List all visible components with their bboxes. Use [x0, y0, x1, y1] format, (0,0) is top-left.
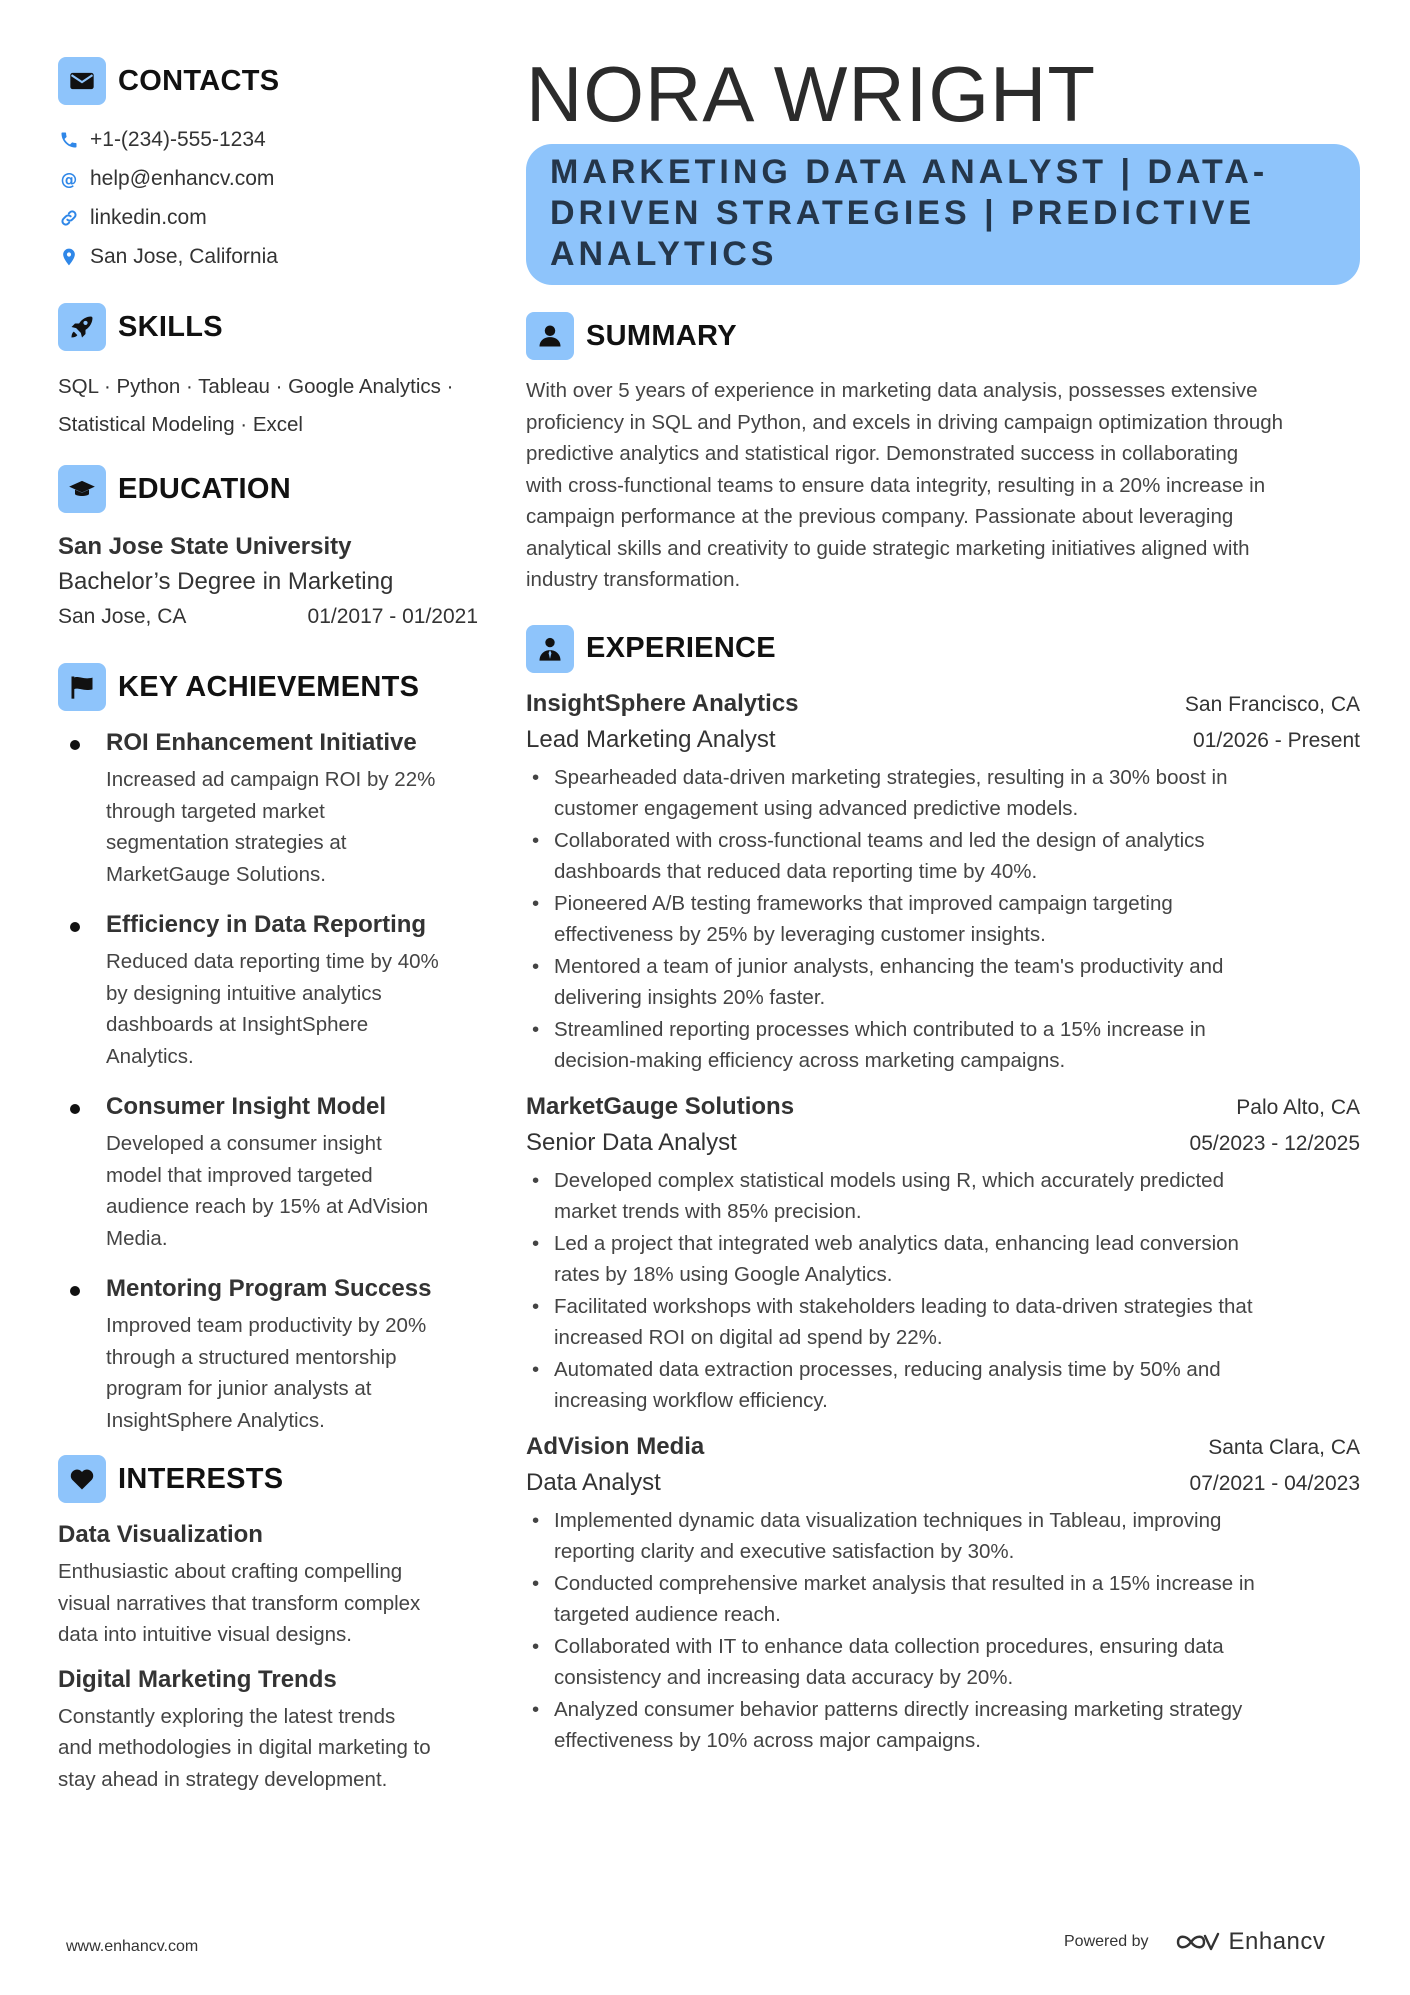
- achievement-desc-line: Reduced data reporting time by 40%: [106, 950, 439, 973]
- contacts-header: [58, 56, 478, 106]
- interest-desc-line: Enthusiastic about crafting compelling: [58, 1560, 403, 1583]
- interest-item: [58, 1663, 478, 1796]
- job-role-row: [526, 1125, 1360, 1161]
- achievement-desc-line: by designing intuitive analytics: [106, 981, 382, 1005]
- job-bullet: [526, 951, 1360, 1014]
- interests-header: [58, 1454, 478, 1504]
- job-dates: 05/2023 - 12/2025: [1189, 1131, 1360, 1155]
- job-bullet: [526, 1631, 1360, 1694]
- headline-line: MARKETING DATA ANALYST | DATA-: [550, 153, 1269, 191]
- interest-item: [58, 1518, 478, 1651]
- job-location: Santa Clara, CA: [1208, 1435, 1360, 1459]
- achievement-desc-line: Analytics.: [106, 1044, 194, 1068]
- phone-icon: [58, 129, 80, 151]
- bullet-line: • Automated data extraction processes, reducing analysis time by 50% and: [554, 1357, 1221, 1381]
- contacts-title: CONTACTS: [118, 64, 280, 97]
- job-bullets: [526, 762, 1360, 1077]
- achievement-desc: [106, 764, 478, 890]
- bullet-line: market trends with 85% precision.: [554, 1200, 862, 1223]
- contact-location: [58, 237, 478, 276]
- interest-desc-line: data into intuitive visual designs.: [58, 1623, 353, 1646]
- interest-title: Digital Marketing Trends: [58, 1665, 337, 1693]
- enhancv-logo-icon: [1175, 1930, 1221, 1954]
- bullet-line: • Led a project that integrated web analytics data, enhancing lead conversion: [554, 1231, 1239, 1255]
- job-role: Lead Marketing Analyst: [526, 725, 776, 753]
- education-entry: [58, 530, 478, 634]
- achievement-desc-line: Improved team productivity by 20%: [106, 1314, 427, 1337]
- bullet-line: rates by 18% using Google Analytics.: [554, 1263, 893, 1286]
- achievements-title: KEY ACHIEVEMENTS: [118, 670, 420, 703]
- summary-line: analytical skills and creativity to guide strategic marketing initiatives aligned with: [526, 536, 1250, 560]
- education-dates: 01/2017 - 01/2021: [307, 605, 478, 628]
- flag-icon: [58, 663, 106, 711]
- summary-line: proficiency in SQL and Python, and excels in driving campaign optimization through: [526, 410, 1284, 434]
- education-title: EDUCATION: [118, 472, 291, 505]
- interest-desc: [58, 1556, 478, 1651]
- right-column: [526, 52, 1360, 1757]
- job-entry: [526, 1429, 1360, 1757]
- summary-line: With over 5 years of experience in marketing data analysis, possesses extensive: [526, 379, 1258, 402]
- footer-website-link[interactable]: www.enhancv.com: [66, 1938, 199, 1955]
- achievement-desc-line: InsightSphere Analytics.: [106, 1408, 325, 1432]
- briefcase-user-icon: [526, 625, 574, 673]
- skills-line-2: Statistical Modeling · Excel: [58, 413, 303, 436]
- bullet-line: • Facilitated workshops with stakeholders leading to data-driven strategies that: [554, 1294, 1253, 1318]
- interest-desc: [58, 1701, 478, 1796]
- education-degree: Bachelor’s Degree in Marketing: [58, 568, 394, 595]
- bullet-line: reporting clarity and executive satisfaction by 30%.: [554, 1540, 1015, 1563]
- rocket-icon: [58, 303, 106, 351]
- job-role: Senior Data Analyst: [526, 1128, 737, 1156]
- bullet-line: • Spearheaded data-driven marketing strategies, resulting in a 30% boost in: [554, 765, 1228, 789]
- job-bullet: [526, 1354, 1360, 1417]
- achievement-desc-line: dashboards at InsightSphere: [106, 1013, 369, 1036]
- job-company-row: [526, 1429, 1360, 1465]
- summary-text: [526, 375, 1360, 596]
- job-company: MarketGauge Solutions: [526, 1092, 795, 1120]
- achievement-item: [58, 1272, 478, 1436]
- achievement-desc-line: segmentation strategies at: [106, 831, 347, 854]
- contact-email-text: help@enhancv.com: [90, 166, 275, 190]
- experience-title: EXPERIENCE: [586, 632, 776, 664]
- achievement-item: [58, 1090, 478, 1254]
- achievement-desc-line: MarketGauge Solutions.: [106, 862, 326, 886]
- brand-name: Enhancv: [1228, 1928, 1326, 1955]
- summary-line: with cross-functional teams to ensure data integrity, resulting in a 20% increase in: [526, 473, 1266, 497]
- achievement-desc: [106, 1128, 478, 1254]
- education-school: San Jose State University: [58, 533, 352, 560]
- bullet-line: decision-making efficiency across marketing campaigns.: [554, 1049, 1066, 1072]
- achievement-desc-line: Increased ad campaign ROI by 22%: [106, 768, 436, 791]
- bullet-line: • Collaborated with IT to enhance data collection procedures, ensuring data: [554, 1634, 1224, 1658]
- interest-desc-line: and methodologies in digital marketing to: [58, 1736, 431, 1759]
- summary-line: predictive analytics and statistical rigor. Demonstrated success in collaborating: [526, 442, 1239, 465]
- headline-line: DRIVEN STRATEGIES | PREDICTIVE: [550, 194, 1256, 232]
- achievement-title: Efficiency in Data Reporting: [106, 911, 427, 938]
- achievement-title: Consumer Insight Model: [106, 1093, 387, 1120]
- achievement-desc-line: model that improved targeted: [106, 1163, 373, 1187]
- job-bullet: [526, 888, 1360, 951]
- achievements-list: [58, 726, 478, 1436]
- bullet-line: increasing workflow efficiency.: [554, 1389, 828, 1412]
- envelope-icon: [58, 57, 106, 105]
- job-bullet: [526, 1228, 1360, 1291]
- education-header: [58, 464, 478, 514]
- bullet-line: increased ROI on digital ad spend by 22%.: [554, 1326, 943, 1349]
- at-icon: [58, 168, 80, 190]
- job-location: Palo Alto, CA: [1236, 1095, 1360, 1119]
- interest-desc-line: Constantly exploring the latest trends: [58, 1704, 396, 1728]
- job-company-row: [526, 1089, 1360, 1125]
- job-location: San Francisco, CA: [1184, 692, 1360, 716]
- bullet-line: targeted audience reach.: [554, 1603, 781, 1626]
- graduation-cap-icon: [58, 465, 106, 513]
- bullet-line: • Mentored a team of junior analysts, enhancing the team's productivity and: [554, 954, 1224, 978]
- interests-list: [58, 1518, 478, 1795]
- bullet-line: customer engagement using advanced predictive models.: [554, 797, 1079, 820]
- job-bullet: [526, 1165, 1360, 1228]
- contact-phone[interactable]: [58, 120, 478, 159]
- achievement-desc-line: program for junior analysts at: [106, 1377, 372, 1400]
- achievement-desc-line: through a structured mentorship: [106, 1345, 397, 1369]
- achievement-desc-line: through targeted market: [106, 799, 325, 823]
- headline-box: [526, 144, 1360, 285]
- job-bullet: [526, 1014, 1360, 1077]
- job-role-row: [526, 722, 1360, 758]
- skills-line-1: SQL · Python · Tableau · Google Analytics ·: [58, 375, 454, 398]
- achievement-desc-line: Developed a consumer insight: [106, 1132, 382, 1155]
- achievement-desc: [106, 946, 478, 1072]
- left-column: [58, 56, 478, 1807]
- achievement-title: Mentoring Program Success: [106, 1275, 432, 1302]
- achievement-desc: [106, 1310, 478, 1436]
- job-entry: [526, 1089, 1360, 1417]
- job-bullet: [526, 762, 1360, 825]
- interest-desc-line: visual narratives that transform complex: [58, 1591, 421, 1615]
- contact-email[interactable]: [58, 159, 478, 198]
- job-bullet: [526, 1505, 1360, 1568]
- bullet-line: • Developed complex statistical models using R, which accurately predicted: [554, 1168, 1224, 1192]
- achievements-header: [58, 662, 478, 712]
- interest-title: Data Visualization: [58, 1521, 263, 1548]
- job-bullets: [526, 1505, 1360, 1757]
- interest-desc-line: stay ahead in strategy development.: [58, 1767, 388, 1791]
- job-bullet: [526, 1694, 1360, 1757]
- bullet-line: • Collaborated with cross-functional teams and led the design of analytics: [554, 828, 1205, 852]
- job-bullet: [526, 825, 1360, 888]
- heart-icon: [58, 1455, 106, 1503]
- bullet-line: • Conducted comprehensive market analysis that resulted in a 15% increase in: [554, 1571, 1255, 1595]
- summary-header: [526, 311, 1360, 361]
- bullet-line: • Implemented dynamic data visualization techniques in Tableau, improving: [554, 1508, 1222, 1532]
- achievement-desc-line: Media.: [106, 1226, 168, 1250]
- job-entry: [526, 686, 1360, 1077]
- bullet-line: • Streamlined reporting processes which contributed to a 15% increase in: [554, 1017, 1206, 1041]
- experience-header: [526, 624, 1360, 674]
- bullet-line: • Pioneered A/B testing frameworks that improved campaign targeting: [554, 891, 1173, 915]
- job-company-row: [526, 686, 1360, 722]
- interests-title: INTERESTS: [118, 1462, 284, 1495]
- job-bullets: [526, 1165, 1360, 1417]
- job-dates: 07/2021 - 04/2023: [1189, 1471, 1360, 1495]
- contact-linkedin[interactable]: [58, 198, 478, 237]
- job-bullet: [526, 1291, 1360, 1354]
- bullet-line: dashboards that reduced data reporting time by 40%.: [554, 860, 1038, 883]
- achievement-item: [58, 908, 478, 1072]
- education-location: San Jose, CA: [58, 605, 187, 628]
- summary-line: industry transformation.: [526, 568, 741, 591]
- contact-phone-text: +1-(234)-555-1234: [90, 127, 266, 151]
- bullet-line: effectiveness by 25% by leveraging customer insights.: [554, 923, 1046, 946]
- bullet-line: effectiveness by 10% across major campaigns.: [554, 1729, 981, 1752]
- job-company: InsightSphere Analytics: [526, 689, 799, 717]
- enhancv-logo: [1175, 1928, 1326, 1956]
- skills-header: [58, 302, 478, 352]
- candidate-name: NORA WRIGHT: [526, 50, 1096, 138]
- achievement-item: [58, 726, 478, 890]
- contact-location-text: San Jose, California: [90, 244, 278, 268]
- powered-by-label: Powered by: [1064, 1933, 1149, 1950]
- skills-list: [58, 368, 478, 444]
- footer-branding[interactable]: [1064, 1928, 1325, 1956]
- job-role-row: [526, 1465, 1360, 1501]
- job-role: Data Analyst: [526, 1468, 661, 1496]
- contacts-list: [58, 120, 478, 276]
- link-icon: [58, 207, 80, 229]
- contact-linkedin-text: linkedin.com: [90, 205, 207, 229]
- summary-title: SUMMARY: [586, 319, 737, 352]
- bullet-line: • Analyzed consumer behavior patterns directly increasing marketing strategy: [554, 1697, 1243, 1721]
- location-pin-icon: [58, 246, 80, 268]
- education-meta: [58, 600, 478, 634]
- job-bullet: [526, 1568, 1360, 1631]
- summary-line: campaign performance at the previous company. Passionate about leveraging: [526, 505, 1234, 528]
- user-icon: [526, 312, 574, 360]
- svg-text:@: @: [60, 169, 78, 189]
- achievement-desc-line: audience reach by 15% at AdVision: [106, 1195, 429, 1218]
- skills-title: SKILLS: [118, 310, 223, 343]
- headline-line: ANALYTICS: [550, 235, 778, 273]
- job-dates: 01/2026 - Present: [1193, 728, 1360, 752]
- bullet-line: delivering insights 20% faster.: [554, 986, 826, 1009]
- job-company: AdVision Media: [526, 1432, 705, 1460]
- bullet-line: consistency and increasing data accuracy by 20%.: [554, 1666, 1014, 1689]
- achievement-title: ROI Enhancement Initiative: [106, 729, 417, 756]
